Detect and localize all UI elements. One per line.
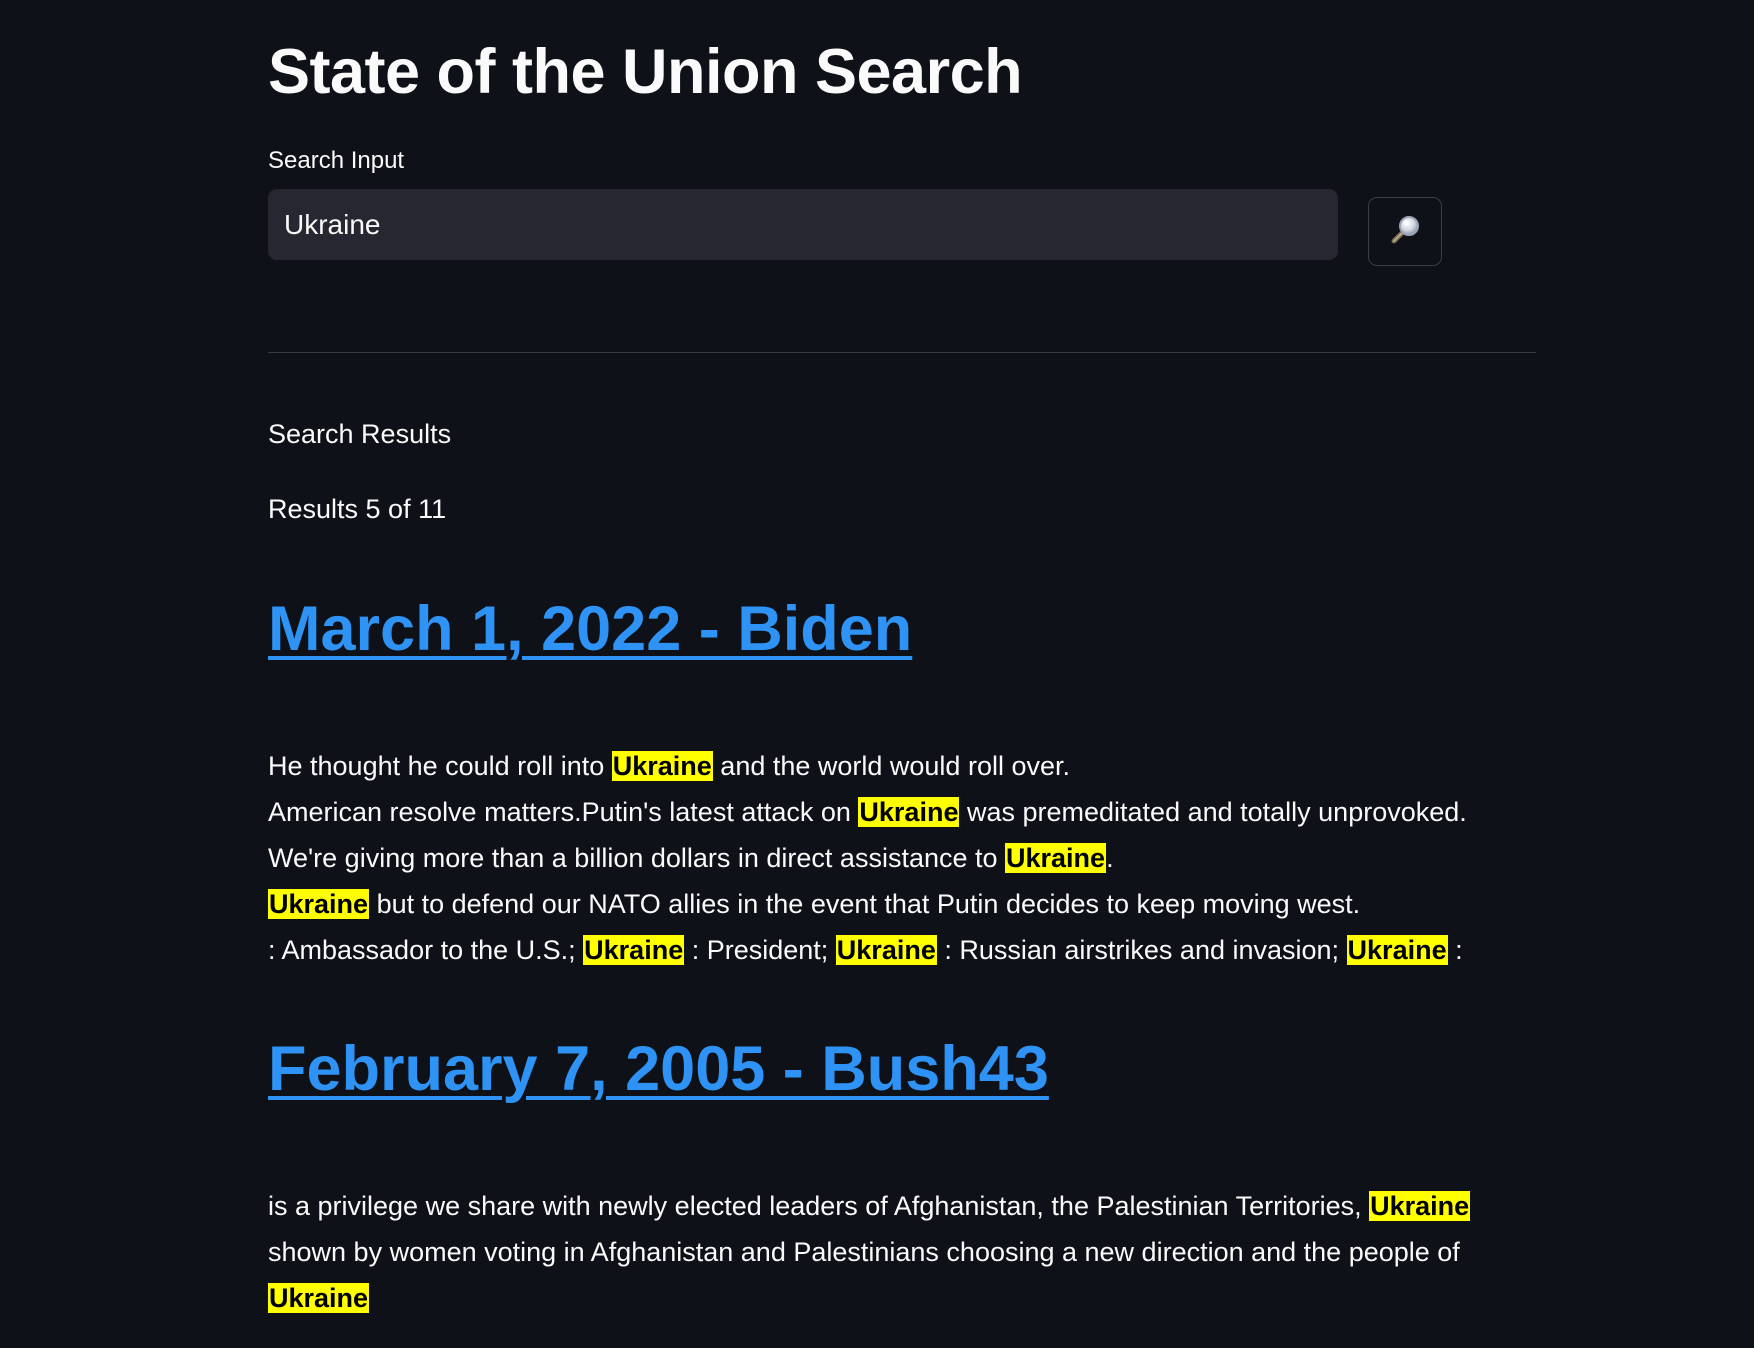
magnifying-glass-icon	[1388, 213, 1422, 250]
snippet-text: : Russian airstrikes and invasion;	[936, 935, 1347, 965]
snippet-line	[268, 927, 1536, 973]
snippet-text: was premeditated and totally unprovoked.	[959, 797, 1467, 827]
snippet-line	[268, 881, 1536, 927]
snippet-text: .	[1106, 843, 1114, 873]
snippet-line	[268, 1229, 1536, 1275]
snippet-text: is a privilege we share with newly elected leaders of Afghanistan, the Palestinian Territories,	[268, 1191, 1370, 1221]
page-title: State of the Union Search	[268, 37, 1023, 107]
keyword-highlight: Ukraine	[584, 935, 684, 965]
snippet-text: shown by women voting in Afghanistan and Palestinians choosing a new direction and the people of	[268, 1237, 1460, 1267]
keyword-highlight: Ukraine	[269, 889, 369, 919]
snippet-text: : President;	[684, 935, 836, 965]
result-title-link[interactable]: March 1, 2022 - Biden	[268, 594, 913, 664]
snippet-text: and the world would roll over.	[712, 751, 1070, 781]
keyword-highlight: Ukraine	[612, 751, 712, 781]
snippet-line	[268, 1183, 1536, 1229]
result-snippets	[268, 743, 1536, 973]
keyword-highlight: Ukraine	[1347, 935, 1447, 965]
snippet-text: American resolve matters.Putin's latest attack on	[268, 797, 859, 827]
snippet-line	[268, 1275, 1536, 1321]
snippet-line	[268, 789, 1536, 835]
divider	[268, 352, 1536, 353]
search-button[interactable]	[1368, 197, 1442, 266]
keyword-highlight: Ukraine	[1370, 1191, 1470, 1221]
search-input[interactable]	[268, 189, 1338, 260]
results-count: Results 5 of 11	[268, 494, 447, 524]
search-input-label: Search Input	[268, 147, 405, 174]
search-results-heading: Search Results	[268, 419, 452, 449]
snippet-line	[268, 835, 1536, 881]
keyword-highlight: Ukraine	[836, 935, 936, 965]
result-title-link[interactable]: February 7, 2005 - Bush43	[268, 1034, 1049, 1104]
keyword-highlight: Ukraine	[859, 797, 959, 827]
snippet-text: We're giving more than a billion dollars in direct assistance to	[268, 843, 1006, 873]
snippet-text: :	[1447, 935, 1463, 965]
result-snippets	[268, 1183, 1536, 1321]
snippet-text: but to defend our NATO allies in the event that Putin decides to keep moving west.	[369, 889, 1361, 919]
snippet-text: He thought he could roll into	[268, 751, 612, 781]
snippet-text: : Ambassador to the U.S.;	[268, 935, 584, 965]
snippet-line	[268, 743, 1536, 789]
keyword-highlight: Ukraine	[1006, 843, 1106, 873]
keyword-highlight: Ukraine	[269, 1283, 369, 1313]
